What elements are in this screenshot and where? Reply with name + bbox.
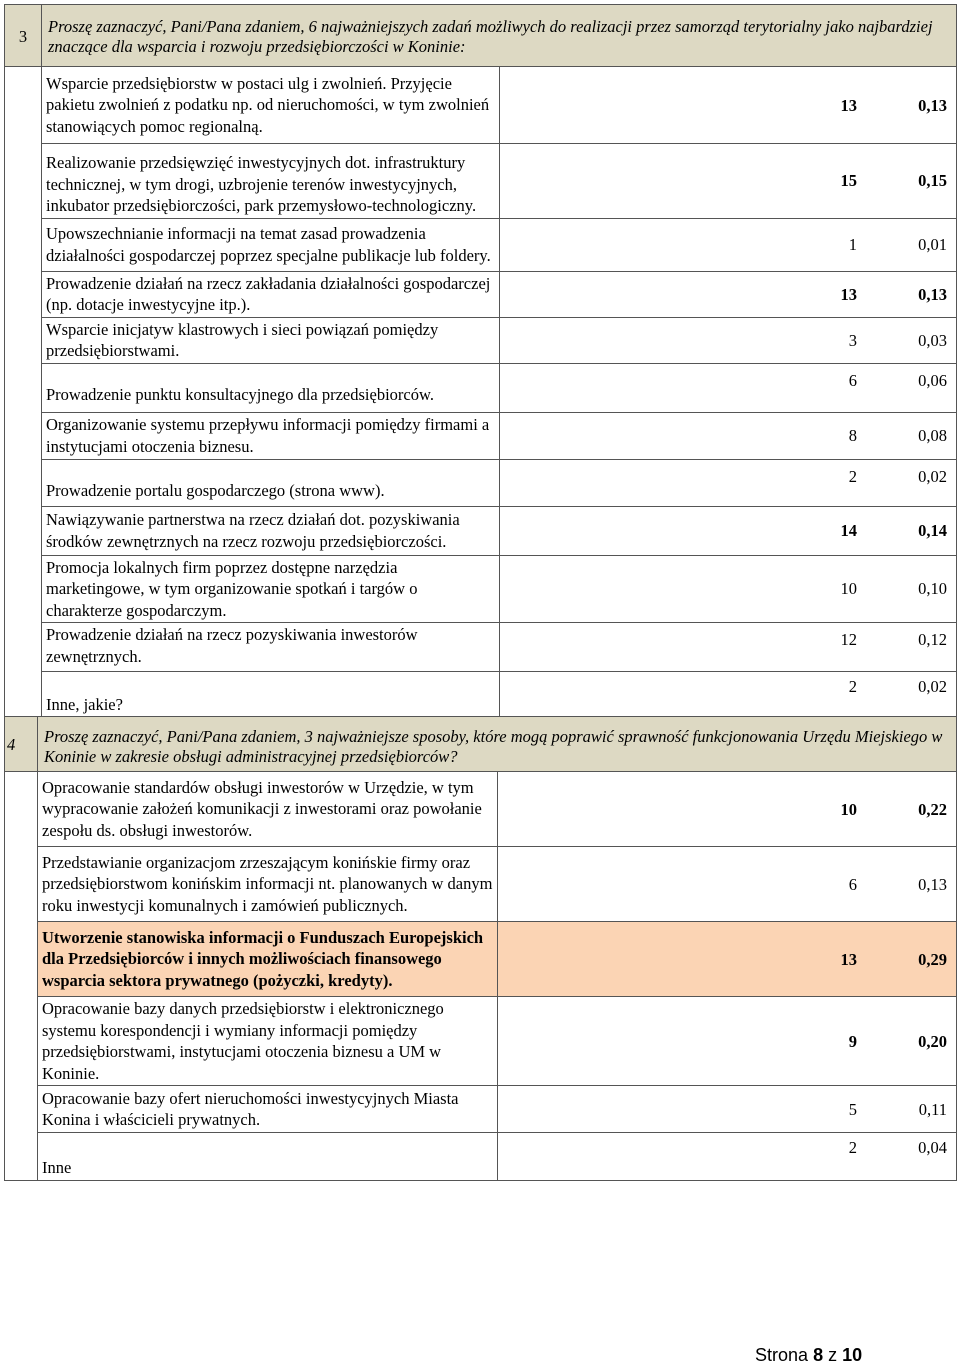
answer-text: Upowszechnianie informacji na temat zasad prowadzenia działalności gospodarczej poprzez specjalne publikacje lub foldery. bbox=[42, 218, 500, 271]
answer-text: Nawiązywanie partnerstwa na rzecz działań dot. pozyskiwania środków zewnętrznych na rzecz rozwoju przedsiębiorczości. bbox=[42, 506, 500, 555]
answer-values bbox=[497, 1086, 957, 1133]
answer-share: 0,13 bbox=[918, 874, 947, 894]
answer-share: 0,10 bbox=[918, 579, 947, 599]
answer-share: 0,13 bbox=[918, 284, 947, 304]
table-row bbox=[5, 555, 957, 623]
answer-text: Opracowanie bazy danych przedsiębiorstw i elektronicznego systemu korespondencji i wymiany informacji pomiędzy przedsiębiorstwami, instytucjami otoczenia biznesu a UM w Koninie. bbox=[38, 997, 498, 1086]
question-3-number-filler bbox=[5, 67, 42, 718]
answer-values bbox=[499, 412, 957, 459]
answer-values bbox=[499, 459, 957, 506]
answer-count: 12 bbox=[840, 630, 857, 649]
answer-share: 0,02 bbox=[918, 466, 947, 486]
answer-values bbox=[499, 218, 957, 271]
answer-share: 0,14 bbox=[918, 521, 947, 540]
answer-count: 13 bbox=[840, 284, 857, 304]
table-row bbox=[5, 1133, 957, 1181]
answer-share: 0,13 bbox=[918, 95, 947, 115]
answer-share: 0,02 bbox=[918, 677, 947, 696]
answer-values bbox=[499, 67, 957, 144]
page-footer bbox=[755, 1345, 862, 1366]
answer-values bbox=[499, 317, 957, 363]
answer-count: 13 bbox=[840, 949, 857, 969]
answer-count: 10 bbox=[840, 799, 857, 819]
table-row-highlighted bbox=[5, 922, 957, 997]
answer-share: 0,03 bbox=[918, 330, 947, 350]
answer-values bbox=[497, 847, 957, 922]
answer-share: 0,01 bbox=[918, 235, 947, 254]
table-row bbox=[5, 459, 957, 506]
question-4-number: 4 bbox=[7, 735, 16, 754]
answer-values bbox=[499, 623, 957, 672]
table-row bbox=[5, 271, 957, 317]
answer-count: 6 bbox=[848, 370, 857, 390]
question-4-header-row bbox=[5, 717, 957, 772]
answer-count: 15 bbox=[840, 171, 857, 191]
answer-text: Opracowanie standardów obsługi inwestorów w Urzędzie, w tym wypracowanie założeń komunikacji z inwestorami oraz powołanie zespołu ds. obsługi inwestorów. bbox=[38, 772, 498, 847]
question-3-header-row bbox=[5, 5, 957, 67]
answer-share: 0,08 bbox=[918, 426, 947, 445]
table-row bbox=[5, 506, 957, 555]
question-4-number-cell bbox=[5, 717, 38, 772]
answer-text: Prowadzenie działań na rzecz pozyskiwania inwestorów zewnętrznych. bbox=[42, 623, 500, 672]
question-4-number-filler bbox=[5, 772, 38, 1181]
table-row bbox=[5, 772, 957, 847]
answer-share: 0,06 bbox=[918, 370, 947, 390]
answer-count: 2 bbox=[848, 1138, 857, 1157]
footer-of-word: z bbox=[828, 1345, 838, 1365]
table-row bbox=[5, 67, 957, 144]
answer-values bbox=[499, 506, 957, 555]
answer-share: 0,29 bbox=[918, 949, 947, 969]
question-3-number: 3 bbox=[18, 26, 28, 46]
table-row bbox=[5, 997, 957, 1086]
footer-current-page: 8 bbox=[813, 1345, 824, 1365]
answer-values bbox=[497, 997, 957, 1086]
answer-values bbox=[499, 672, 957, 718]
question-3-text: Proszę zaznaczyć, Pani/Pana zdaniem, 6 najważniejszych zadań możliwych do realizacji przez samorząd terytorialny jako najbardziej znaczące dla wsparcia i rozwoju przedsiębiorczości w Koninie: bbox=[42, 5, 957, 67]
table-row bbox=[5, 672, 957, 718]
answer-count: 14 bbox=[840, 521, 857, 540]
answer-share: 0,04 bbox=[918, 1138, 947, 1157]
answer-text: Inne bbox=[38, 1133, 498, 1181]
answer-count: 3 bbox=[848, 330, 857, 350]
table-row bbox=[5, 1086, 957, 1133]
table-row bbox=[5, 218, 957, 271]
table-row bbox=[5, 623, 957, 672]
answer-text: Prowadzenie portalu gospodarczego (strona www). bbox=[42, 459, 500, 506]
table-row bbox=[5, 412, 957, 459]
answer-text: Realizowanie przedsięwzięć inwestycyjnych dot. infrastruktury technicznej, w tym drogi, uzbrojenie terenów inwestycyjnych, inkubator przedsiębiorczości, park przemysłowo-technologiczny. bbox=[42, 144, 500, 219]
question-4-table bbox=[4, 716, 957, 1181]
answer-text: Inne, jakie? bbox=[42, 672, 500, 718]
footer-total-pages: 10 bbox=[842, 1345, 863, 1365]
answer-text: Wsparcie inicjatyw klastrowych i sieci powiązań pomiędzy przedsiębiorstwami. bbox=[42, 317, 500, 363]
answer-count: 10 bbox=[840, 579, 857, 599]
answer-text: Wsparcie przedsiębiorstw w postaci ulg i zwolnień. Przyjęcie pakietu zwolnień z podatku np. od nieruchomości, w tym zwolnień stanowiących pomoc regionalną. bbox=[42, 67, 500, 144]
answer-text: Prowadzenie działań na rzecz zakładania działalności gospodarczej (np. dotacje inwestycyjne itp.). bbox=[42, 271, 500, 317]
answer-text: Utworzenie stanowiska informacji o Funduszach Europejskich dla Przedsiębiorców i innych możliwościach finansowego wsparcia sektora prywatnego (pożyczki, kredyty). bbox=[38, 922, 498, 997]
answer-count: 8 bbox=[848, 426, 857, 445]
answer-values bbox=[499, 555, 957, 623]
table-row bbox=[5, 847, 957, 922]
answer-values bbox=[497, 922, 957, 997]
answer-count: 1 bbox=[848, 235, 857, 254]
answer-count: 6 bbox=[848, 874, 857, 894]
answer-values bbox=[499, 363, 957, 412]
answer-share: 0,22 bbox=[918, 799, 947, 819]
answer-share: 0,20 bbox=[918, 1031, 947, 1051]
question-3-number-cell bbox=[5, 5, 42, 67]
footer-page-word: Strona bbox=[755, 1345, 809, 1365]
answer-count: 13 bbox=[840, 95, 857, 115]
answer-text: Opracowanie bazy ofert nieruchomości inwestycyjnych Miasta Konina i właścicieli prywatnych. bbox=[38, 1086, 498, 1133]
table-row bbox=[5, 144, 957, 219]
answer-count: 5 bbox=[848, 1099, 857, 1119]
question-3-table bbox=[4, 4, 957, 718]
answer-text: Prowadzenie punktu konsultacyjnego dla przedsiębiorców. bbox=[42, 363, 500, 412]
answer-text: Przedstawianie organizacjom zrzeszającym konińskie firmy oraz przedsiębiorstwom konińskim informacji nt. planowanych w danym roku inwestycji komunalnych i zamówień publicznych. bbox=[38, 847, 498, 922]
answer-share: 0,12 bbox=[918, 630, 947, 649]
table-row bbox=[5, 363, 957, 412]
answer-values bbox=[497, 772, 957, 847]
answer-values bbox=[499, 271, 957, 317]
table-row bbox=[5, 317, 957, 363]
answer-values bbox=[497, 1133, 957, 1181]
answer-count: 2 bbox=[848, 677, 857, 696]
question-4-text: Proszę zaznaczyć, Pani/Pana zdaniem, 3 najważniejsze sposoby, które mogą poprawić sprawność funkcjonowania Urzędu Miejskiego w Koninie w zakresie obsługi administracyjnej przedsiębiorców? bbox=[38, 717, 957, 772]
answer-count: 9 bbox=[848, 1031, 857, 1051]
answer-count: 2 bbox=[848, 466, 857, 486]
answer-values bbox=[499, 144, 957, 219]
answer-share: 0,11 bbox=[918, 1099, 947, 1119]
answer-share: 0,15 bbox=[918, 171, 947, 191]
answer-text: Promocja lokalnych firm poprzez dostępne narzędzia marketingowe, w tym organizowanie spotkań i targów o charakterze gospodarczym. bbox=[42, 555, 500, 623]
answer-text: Organizowanie systemu przepływu informacji pomiędzy firmami a instytucjami otoczenia biznesu. bbox=[42, 412, 500, 459]
